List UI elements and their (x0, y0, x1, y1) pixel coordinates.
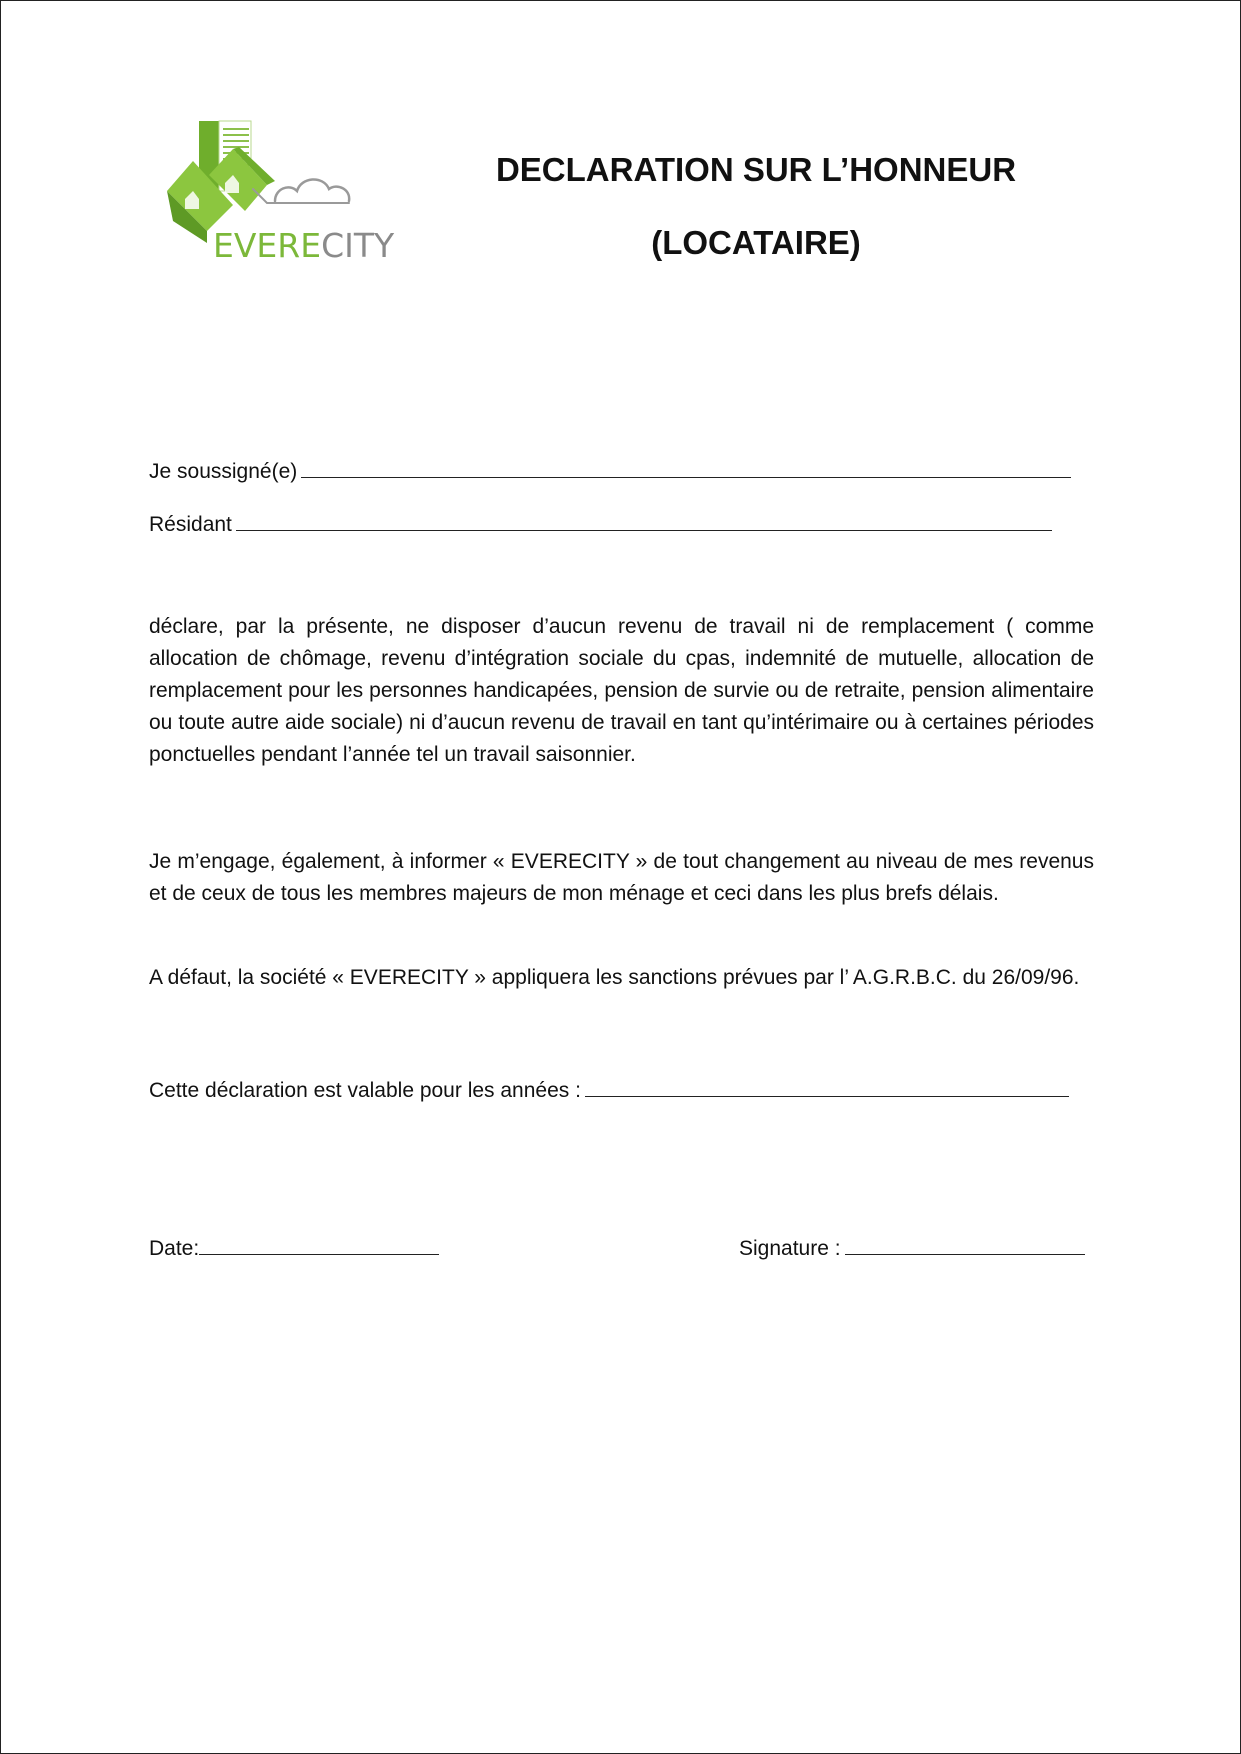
resident-field[interactable] (236, 510, 1052, 531)
validity-row (149, 1076, 1069, 1101)
undersigned-label: Je soussigné(e) (149, 460, 298, 483)
document-subtitle: (LOCATAIRE) (651, 224, 861, 261)
validity-years-field[interactable] (585, 1076, 1069, 1097)
declaration-paragraph: déclare, par la présente, ne disposer d’aucun revenu de travail ni de remplacement ( comme allocation de chômage, revenu d’intégration sociale du cpas, indemnité de mutuelle, allocation de remplacement pour les personnes handicapées, pension de survie ou de retraite, pension alimentaire ou toute autre aide sociale) ni d’aucun revenu de travail en tant qu’intérimaire ou à certaines périodes ponctuelles pendant l’année tel un travail saisonnier. (149, 615, 1094, 766)
signature-row (149, 1234, 1094, 1264)
sanctions-paragraph: A défaut, la société « EVERECITY » appliquera les sanctions prévues par l’ A.G.R.B.C. du 26/09/96. (149, 966, 1080, 989)
resident-label: Résidant (149, 513, 232, 536)
logo-wordmark-part2: CITY (321, 226, 395, 265)
undersigned-field[interactable] (301, 457, 1071, 478)
undersigned-row (149, 457, 1071, 482)
document-title: DECLARATION SUR L’HONNEUR (495, 151, 1017, 188)
signature-field[interactable] (845, 1234, 1085, 1255)
signature-block (739, 1234, 1085, 1261)
date-label: Date: (149, 1237, 200, 1260)
validity-label: Cette déclaration est valable pour les années : (149, 1079, 581, 1102)
date-block (149, 1234, 439, 1261)
date-field[interactable] (199, 1234, 439, 1255)
commitment-paragraph: Je m’engage, également, à informer « EVERECITY » de tout changement au niveau de mes revenus et de ceux de tous les membres majeurs de mon ménage et ceci dans les plus brefs délais. (149, 850, 1094, 905)
everecity-logo (163, 113, 403, 273)
logo-wordmark-part1: EVERE (213, 226, 322, 265)
signature-label: Signature : (739, 1237, 841, 1260)
resident-row (149, 510, 1052, 535)
logo-wordmark (213, 226, 395, 265)
